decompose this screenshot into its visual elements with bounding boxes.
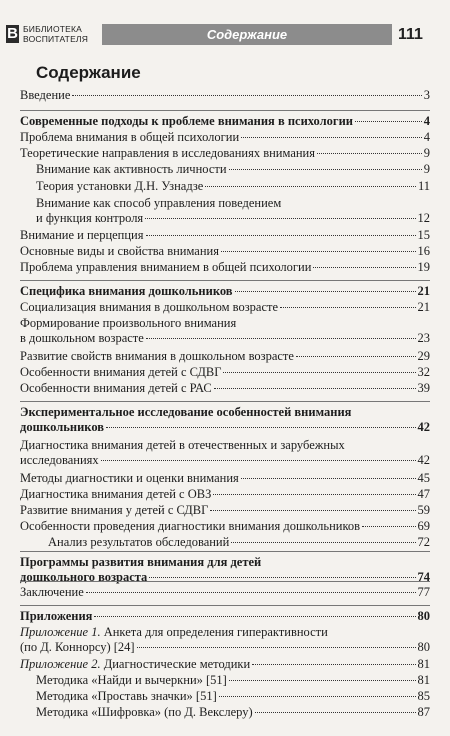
toc-entry xyxy=(36,705,430,720)
toc-entry-title xyxy=(20,487,211,502)
toc-entry-line xyxy=(20,487,430,502)
toc-entry-text: Социализация внимания в дошкольном возрасте xyxy=(20,300,279,314)
toc-entry-text: Развитие внимания у детей с СДВГ xyxy=(20,503,209,517)
toc-entry-text: Введение xyxy=(20,88,71,102)
toc-entry-title xyxy=(36,179,203,194)
section-divider xyxy=(20,280,430,281)
dot-leader xyxy=(317,153,422,154)
toc-page-number: 15 xyxy=(417,228,430,242)
toc-entry-text: Внимание как активность личности xyxy=(36,162,227,176)
dot-leader xyxy=(229,169,422,170)
toc-entry-text: Проблема внимания в общей психологии xyxy=(20,130,240,144)
dot-leader xyxy=(137,647,416,648)
section-divider xyxy=(20,401,430,402)
toc-entry-title xyxy=(20,349,294,364)
toc-entry-text: Современные подходы к проблеме внимания в психологии xyxy=(20,114,353,128)
toc-entry-line xyxy=(20,381,430,396)
toc-entry xyxy=(36,673,430,688)
toc-entry-text: Анализ результатов обследований xyxy=(48,535,230,549)
toc-entry-line xyxy=(20,420,430,435)
toc-entry-title xyxy=(48,535,229,550)
toc-page-number: 72 xyxy=(417,535,430,549)
dot-leader xyxy=(210,510,415,511)
section-divider xyxy=(20,110,430,111)
toc-page-number: 19 xyxy=(417,260,430,274)
toc-entry-title-line-1: Внимание как способ управления поведением xyxy=(36,196,282,210)
toc-entry xyxy=(20,114,430,129)
toc-entry xyxy=(36,162,430,177)
toc-entry-title xyxy=(36,162,227,177)
toc-page-number: 69 xyxy=(417,519,430,533)
toc-entry-text: исследованиях xyxy=(20,453,99,467)
toc-entry-line xyxy=(20,519,430,534)
dot-leader xyxy=(219,696,416,697)
toc-entry-title xyxy=(36,673,227,688)
toc-entry-text: Методы диагностики и оценки внимания xyxy=(20,471,239,485)
toc-page-number: 81 xyxy=(417,673,430,687)
toc-entry-line xyxy=(36,179,430,194)
toc-page-number: 9 xyxy=(423,146,430,160)
dot-leader xyxy=(86,592,416,593)
toc-entry-line xyxy=(36,689,430,704)
toc-entry-text: Методика «Шифровка» (по Д. Векслеру) xyxy=(36,705,253,719)
toc-entry-title-line-1 xyxy=(20,625,430,640)
dot-leader xyxy=(255,712,416,713)
toc-page-number: 74 xyxy=(417,570,430,584)
toc-entry-title xyxy=(20,519,360,534)
section-divider xyxy=(20,605,430,606)
toc-page-number: 77 xyxy=(417,585,430,599)
toc-entry-line xyxy=(20,114,430,129)
dot-leader xyxy=(241,137,422,138)
toc-entry-line xyxy=(20,570,430,585)
toc-entry-title xyxy=(20,331,144,346)
toc-entry-line xyxy=(20,228,430,243)
toc-page-number: 11 xyxy=(417,179,430,193)
toc-entry-title xyxy=(20,420,104,435)
toc-entry-title xyxy=(36,211,143,226)
toc-entry-line xyxy=(36,673,430,688)
dot-leader xyxy=(296,356,416,357)
toc-entry xyxy=(48,535,430,550)
toc-entry xyxy=(20,471,430,486)
toc-entry-text: Приложения xyxy=(20,609,93,623)
toc-page-number: 80 xyxy=(417,640,430,654)
dot-leader xyxy=(145,218,415,219)
toc-entry-line xyxy=(20,260,430,275)
toc-entry xyxy=(20,365,430,380)
toc-entry-text: Заключение xyxy=(20,585,84,599)
toc-page-number: 81 xyxy=(417,657,430,671)
dot-leader xyxy=(94,616,415,617)
toc-page-number: 47 xyxy=(417,487,430,501)
toc-entry xyxy=(20,503,430,518)
toc-entry-title xyxy=(20,570,147,585)
dot-leader xyxy=(146,235,416,236)
toc-entry-text: Особенности внимания детей с СДВГ xyxy=(20,365,222,379)
toc-page-number: 21 xyxy=(417,284,430,298)
dot-leader xyxy=(313,267,415,268)
section-title: Содержание xyxy=(206,27,288,42)
toc-entry xyxy=(20,487,430,502)
section-divider xyxy=(20,551,430,552)
toc-entry-title xyxy=(20,381,212,396)
toc-page-number: 3 xyxy=(423,88,430,102)
toc-entry-title xyxy=(20,284,233,299)
dot-leader xyxy=(229,680,416,681)
toc-entry xyxy=(20,316,430,346)
toc-entry-text: дошкольного возраста xyxy=(20,570,148,584)
toc-entry-line xyxy=(20,365,430,380)
toc-page-number: 85 xyxy=(417,689,430,703)
toc-entry-title xyxy=(20,228,144,243)
toc-entry-text: Диагностика внимания детей с ОВЗ xyxy=(20,487,212,501)
toc-entry xyxy=(36,689,430,704)
toc-entry-title xyxy=(20,300,278,315)
toc-entry-text: Проблема управления вниманием в общей психологии xyxy=(20,260,312,274)
toc-entry xyxy=(20,657,430,672)
toc-entry-title xyxy=(20,114,353,129)
toc-entry-title xyxy=(20,88,70,103)
toc-entry-line xyxy=(20,130,430,145)
toc-entry xyxy=(20,260,430,275)
toc-entry-text: Основные виды и свойства внимания xyxy=(20,244,219,258)
toc-entry-line xyxy=(20,88,430,103)
series-name xyxy=(23,24,88,44)
toc-entry-text: Теоретические направления в исследованиях внимания xyxy=(20,146,315,160)
toc-entry-line xyxy=(20,146,430,161)
dot-leader xyxy=(101,460,416,461)
toc-entry-line xyxy=(20,331,430,346)
dot-leader xyxy=(72,95,421,96)
toc-entry-line xyxy=(36,211,430,226)
toc-entry-title-line-1: Программы развития внимания для детей xyxy=(20,555,262,569)
toc-entry xyxy=(36,179,430,194)
dot-leader xyxy=(205,186,416,187)
appendix-label: Приложение 2. xyxy=(20,657,101,671)
toc-entry-line xyxy=(20,349,430,364)
toc-entry-title xyxy=(20,365,221,380)
series-line-2: ВОСПИТАТЕЛЯ xyxy=(23,34,89,44)
toc-entry-title xyxy=(20,657,250,672)
toc-entry-line xyxy=(36,162,430,177)
toc-entry xyxy=(20,228,430,243)
toc-entry-line xyxy=(20,284,430,299)
toc-page-number: 16 xyxy=(417,244,430,258)
page-number: 111 xyxy=(398,26,423,43)
toc-entry-line xyxy=(20,657,430,672)
toc-entry-title xyxy=(20,585,84,600)
toc-page-number: 23 xyxy=(417,331,430,345)
toc-entry-title xyxy=(20,244,219,259)
toc-page-number: 4 xyxy=(423,130,430,144)
dot-leader xyxy=(146,338,416,339)
dot-leader xyxy=(362,526,415,527)
dot-leader xyxy=(235,291,416,292)
toc-page-number: 32 xyxy=(417,365,430,379)
dot-leader xyxy=(241,478,416,479)
toc-entry-line xyxy=(20,471,430,486)
dot-leader xyxy=(252,664,415,665)
dot-leader xyxy=(280,307,415,308)
toc-page-number: 45 xyxy=(417,471,430,485)
dot-leader xyxy=(214,388,416,389)
section-divider xyxy=(20,581,430,582)
toc-page-number: 12 xyxy=(417,211,430,225)
dot-leader xyxy=(106,427,415,428)
toc-entry-text: Развитие свойств внимания в дошкольном возрасте xyxy=(20,349,294,363)
toc-entry-text: Диагностические методики xyxy=(100,657,251,671)
toc-entry-line xyxy=(20,609,430,624)
toc-page-number: 4 xyxy=(423,114,430,128)
toc-entry-line xyxy=(20,503,430,518)
dot-leader xyxy=(221,251,416,252)
toc-entry-text: Специфика внимания дошкольников xyxy=(20,284,233,298)
toc-entry-title-line-1: Формирование произвольного внимания xyxy=(20,316,237,330)
toc-entry-line xyxy=(20,640,430,655)
series-line-1: БИБЛИОТЕКА xyxy=(23,24,83,34)
page-header xyxy=(0,0,450,48)
toc-heading: Содержание xyxy=(36,63,141,82)
toc-entry-text: Методика «Найди и вычеркни» [51] xyxy=(36,673,227,687)
toc-entry-title xyxy=(20,640,135,655)
dot-leader xyxy=(355,121,422,122)
toc-entry-text: Особенности проведения диагностики внимания дошкольников xyxy=(20,519,361,533)
toc-entry-line xyxy=(20,453,430,468)
toc-entry-title-line-1: Диагностика внимания детей в отечественных и зарубежных xyxy=(20,438,345,452)
toc-entry xyxy=(20,625,430,655)
toc-entry-title xyxy=(20,471,239,486)
toc-entry xyxy=(36,196,430,226)
toc-entry-text: Методика «Проставь значки» [51] xyxy=(36,689,217,703)
toc-entry-line xyxy=(20,300,430,315)
series-logo: B xyxy=(7,25,18,42)
appendix-title: Анкета для определения гиперактивности xyxy=(100,625,328,639)
toc-page-number: 80 xyxy=(417,609,430,623)
toc-entry-title xyxy=(20,130,239,145)
toc-page-number: 39 xyxy=(417,381,430,395)
toc-page-number: 29 xyxy=(417,349,430,363)
toc-entry xyxy=(20,438,430,468)
toc-entry-title xyxy=(36,705,253,720)
toc-page-number: 21 xyxy=(417,300,430,314)
toc-entry-title xyxy=(20,260,311,275)
toc-entry-text: в дошкольном возрасте xyxy=(20,331,144,345)
toc-entry-text: (по Д. Коннорсу) [24] xyxy=(20,640,135,654)
toc-entry-line xyxy=(20,244,430,259)
toc-entry-line xyxy=(20,585,430,600)
section-title-bar xyxy=(102,24,392,45)
toc-entry xyxy=(20,244,430,259)
toc-entry-title xyxy=(20,146,315,161)
toc-entry-text: и функция контроля xyxy=(36,211,144,225)
toc-entry-text: Теория установки Д.Н. Узнадзе xyxy=(36,179,204,193)
toc-entry-title xyxy=(20,609,92,624)
toc-entry xyxy=(20,284,430,299)
toc-entry-text: Внимание и перцепция xyxy=(20,228,144,242)
toc-entry-line xyxy=(48,535,430,550)
toc-entry xyxy=(20,88,430,103)
toc-entry-text: Особенности внимания детей с РАС xyxy=(20,381,212,395)
toc-page-number: 42 xyxy=(417,420,430,434)
appendix-label: Приложение 1. xyxy=(20,625,101,639)
toc-entry-line xyxy=(36,705,430,720)
dot-leader xyxy=(213,494,415,495)
toc-entry-text: дошкольников xyxy=(20,420,105,434)
toc-entry xyxy=(20,405,430,435)
dot-leader xyxy=(231,542,415,543)
toc-entry xyxy=(20,519,430,534)
toc-entry xyxy=(20,381,430,396)
toc-entry-title xyxy=(20,453,99,468)
toc-entry-title xyxy=(36,689,217,704)
dot-leader xyxy=(223,372,415,373)
dot-leader xyxy=(149,577,415,578)
toc-entry xyxy=(20,585,430,600)
toc-entry xyxy=(20,146,430,161)
toc-entry xyxy=(20,349,430,364)
toc-page-number: 42 xyxy=(417,453,430,467)
toc-entry xyxy=(20,130,430,145)
toc-page-number: 9 xyxy=(423,162,430,176)
toc-entry-title xyxy=(20,503,208,518)
toc-entry-title-line-1: Экспериментальное исследование особенностей внимания xyxy=(20,405,352,419)
toc-page-number: 59 xyxy=(417,503,430,517)
toc-page-number: 87 xyxy=(417,705,430,719)
toc-entry xyxy=(20,300,430,315)
toc-entry xyxy=(20,609,430,624)
